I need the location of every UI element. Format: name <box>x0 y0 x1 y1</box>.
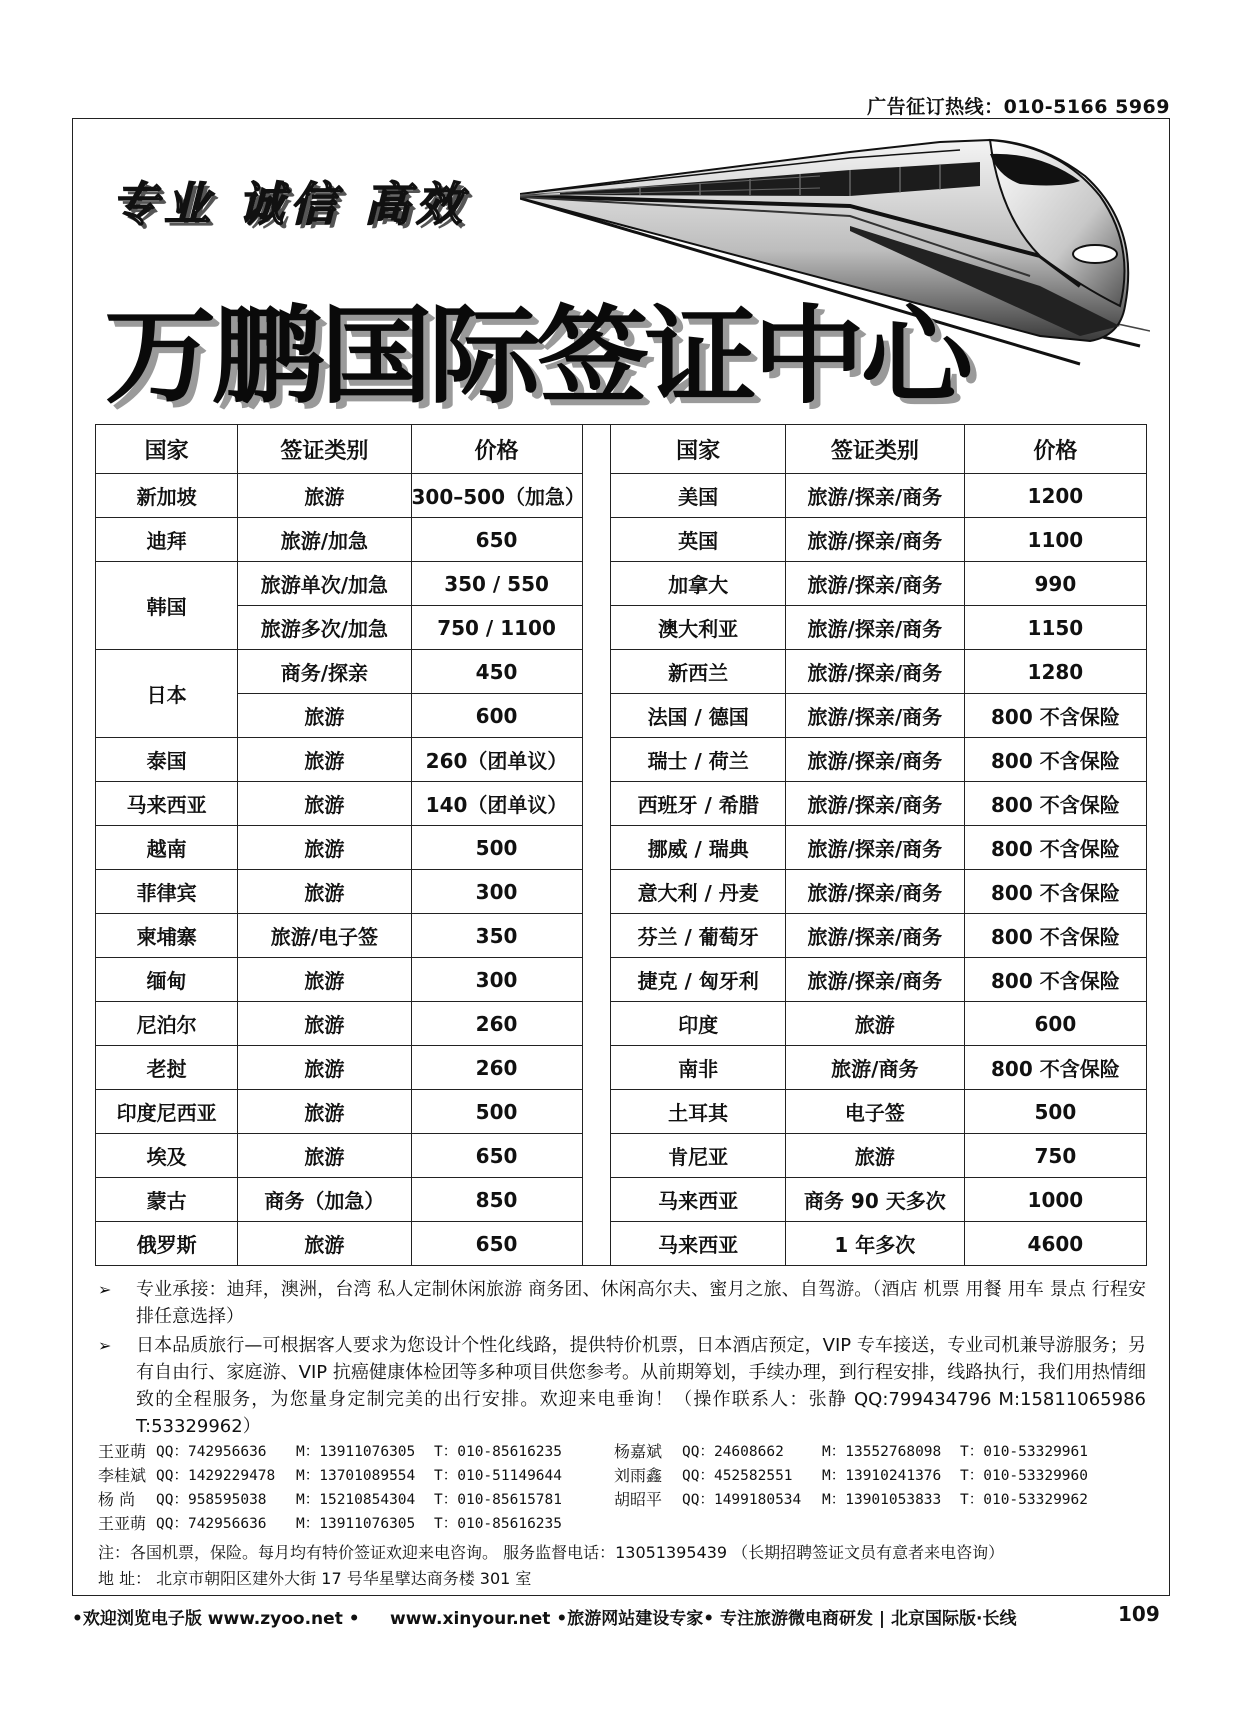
visa-type-cell: 旅游/商务 <box>785 1046 964 1090</box>
price-cell: 990 <box>964 562 1146 606</box>
table-row <box>96 1046 1147 1090</box>
column-gap <box>582 474 611 518</box>
country-cell: 越南 <box>96 826 238 870</box>
price-cell: 300 <box>411 870 582 914</box>
price-cell: 1200 <box>964 474 1146 518</box>
visa-type-cell: 旅游/探亲/商务 <box>785 562 964 606</box>
center-title: 万鹏国际签证中心 <box>104 295 969 418</box>
contact-qq: QQ：742956636 <box>156 1516 267 1532</box>
table-row <box>96 650 1147 694</box>
header-country: 国家 <box>96 425 238 474</box>
visa-type-cell: 旅游/探亲/商务 <box>785 782 964 826</box>
contact-qq: QQ：1429229478 <box>156 1468 276 1484</box>
contact-mobile: M：13910241376 <box>822 1468 942 1484</box>
visa-type-cell: 旅游 <box>238 826 411 870</box>
contact-mobile: M：13901053833 <box>822 1492 942 1508</box>
country-cell: 马来西亚 <box>611 1178 785 1222</box>
visa-type-cell: 旅游 <box>238 1222 411 1266</box>
contact-name: 王亚萌 <box>98 1442 147 1461</box>
footer-middle: www.xinyour.net •旅游网站建设专家• 专注旅游微电商研发 | 北京国际版·长线 <box>390 1609 1017 1629</box>
price-cell: 800 不含保险 <box>964 870 1146 914</box>
address-line: 地 址： 北京市朝阳区建外大街 17 号华星擘达商务楼 301 室 <box>98 1569 532 1588</box>
column-gap <box>582 425 611 474</box>
country-cell: 瑞士 / 荷兰 <box>611 738 785 782</box>
country-cell: 肯尼亚 <box>611 1134 785 1178</box>
visa-type-cell: 旅游 <box>238 870 411 914</box>
arrow-icon: ➢ <box>98 1336 112 1355</box>
column-gap <box>582 1046 611 1090</box>
price-cell: 800 不含保险 <box>964 958 1146 1002</box>
price-cell: 500 <box>964 1090 1146 1134</box>
table-row <box>96 562 1147 606</box>
column-gap <box>582 1134 611 1178</box>
column-gap <box>582 1090 611 1134</box>
contact-phone: T：010-53329961 <box>960 1444 1088 1460</box>
contact-mobile: M：13552768098 <box>822 1444 942 1460</box>
price-cell: 1280 <box>964 650 1146 694</box>
column-gap <box>582 914 611 958</box>
header-visa-type: 签证类别 <box>238 425 411 474</box>
visa-type-cell: 旅游/探亲/商务 <box>785 870 964 914</box>
table-row <box>96 782 1147 826</box>
country-cell: 埃及 <box>96 1134 238 1178</box>
price-cell: 800 不含保险 <box>964 914 1146 958</box>
country-cell: 美国 <box>611 474 785 518</box>
price-cell: 350 / 550 <box>411 562 582 606</box>
visa-type-cell: 旅游 <box>238 1002 411 1046</box>
contact-phone: T：010-85615781 <box>434 1492 562 1508</box>
table-row <box>96 474 1147 518</box>
ad-hotline: 广告征订热线：010-5166 5969 <box>867 96 1170 118</box>
price-cell: 140（团单议） <box>411 782 582 826</box>
contact-name: 刘雨鑫 <box>614 1466 663 1485</box>
contact-qq: QQ：24608662 <box>682 1444 784 1460</box>
table-row <box>96 738 1147 782</box>
table-row <box>96 518 1147 562</box>
country-cell: 捷克 / 匈牙利 <box>611 958 785 1002</box>
country-cell: 土耳其 <box>611 1090 785 1134</box>
column-gap <box>582 958 611 1002</box>
contact-row <box>98 1440 1148 1464</box>
contact-phone: T：010-53329960 <box>960 1468 1088 1484</box>
header-country: 国家 <box>611 425 785 474</box>
visa-type-cell: 旅游/加急 <box>238 518 411 562</box>
price-cell: 800 不含保险 <box>964 782 1146 826</box>
price-cell: 750 / 1100 <box>411 606 582 650</box>
country-cell: 西班牙 / 希腊 <box>611 782 785 826</box>
visa-type-cell: 旅游 <box>785 1002 964 1046</box>
header-price: 价格 <box>964 425 1146 474</box>
visa-type-cell: 旅游/探亲/商务 <box>785 474 964 518</box>
visa-type-cell: 电子签 <box>785 1090 964 1134</box>
visa-type-cell: 旅游/探亲/商务 <box>785 914 964 958</box>
contact-row <box>98 1464 1148 1488</box>
price-cell: 4600 <box>964 1222 1146 1266</box>
visa-type-cell: 商务/探亲 <box>238 650 411 694</box>
country-cell: 迪拜 <box>96 518 238 562</box>
visa-type-cell: 旅游/探亲/商务 <box>785 694 964 738</box>
column-gap <box>582 870 611 914</box>
price-cell: 260 <box>411 1046 582 1090</box>
country-cell: 泰国 <box>96 738 238 782</box>
visa-price-table <box>95 424 1147 1266</box>
country-cell: 新西兰 <box>611 650 785 694</box>
price-cell: 600 <box>411 694 582 738</box>
table-row <box>96 1222 1147 1266</box>
country-cell: 加拿大 <box>611 562 785 606</box>
contact-row <box>98 1488 1148 1512</box>
table-row <box>96 914 1147 958</box>
visa-type-cell: 1 年多次 <box>785 1222 964 1266</box>
contact-mobile: M：13701089554 <box>296 1468 416 1484</box>
country-cell: 芬兰 / 葡萄牙 <box>611 914 785 958</box>
slogan: 专业 诚信 高效 <box>112 177 469 231</box>
visa-type-cell: 商务（加急） <box>238 1178 411 1222</box>
price-cell: 350 <box>411 914 582 958</box>
contact-mobile: M：13911076305 <box>296 1516 416 1532</box>
note-bullet <box>96 1332 1146 1440</box>
visa-type-cell: 旅游 <box>238 474 411 518</box>
visa-type-cell: 旅游/探亲/商务 <box>785 826 964 870</box>
country-cell: 蒙古 <box>96 1178 238 1222</box>
visa-type-cell: 旅游 <box>238 738 411 782</box>
column-gap <box>582 1222 611 1266</box>
contact-phone: T：010-85616235 <box>434 1516 562 1532</box>
visa-type-cell: 旅游/探亲/商务 <box>785 650 964 694</box>
note-text: 日本品质旅行—可根据客人要求为您设计个性化线路，提供特价机票，日本酒店预定，VIP 专车接送，专业司机兼导游服务；另有自由行、家庭游、VIP 抗癌健康体检团等多种项目供您参考。从前期筹划，手续办理，到行程安排，线路执行，我们用热情细致的全程服务，为您量身定制完美的出行安排。欢迎来电垂询！（操作联系人：张静 QQ:799434796 M:15811065986 T:53329962） <box>136 1335 1146 1437</box>
column-gap <box>582 1002 611 1046</box>
country-cell: 澳大利亚 <box>611 606 785 650</box>
contact-name: 胡昭平 <box>614 1490 663 1509</box>
column-gap <box>582 518 611 562</box>
note-text: 专业承接：迪拜，澳洲，台湾 私人定制休闲旅游 商务团、休闲高尔夫、蜜月之旅、自驾游。（酒店 机票 用餐 用车 景点 行程安排任意选择） <box>136 1279 1146 1327</box>
price-cell: 450 <box>411 650 582 694</box>
table-row <box>96 826 1147 870</box>
table-row <box>96 1090 1147 1134</box>
column-gap <box>582 826 611 870</box>
table-row <box>96 1178 1147 1222</box>
price-cell: 650 <box>411 1134 582 1178</box>
table-row <box>96 958 1147 1002</box>
price-cell: 1100 <box>964 518 1146 562</box>
note-bullet <box>96 1276 1146 1330</box>
column-gap <box>582 606 611 650</box>
price-cell: 1000 <box>964 1178 1146 1222</box>
country-cell: 马来西亚 <box>611 1222 785 1266</box>
price-cell: 650 <box>411 518 582 562</box>
country-cell: 菲律宾 <box>96 870 238 914</box>
visa-type-cell: 商务 90 天多次 <box>785 1178 964 1222</box>
country-cell: 尼泊尔 <box>96 1002 238 1046</box>
price-cell: 800 不含保险 <box>964 738 1146 782</box>
column-gap <box>582 1178 611 1222</box>
service-notes <box>96 1276 1146 1442</box>
country-cell: 法国 / 德国 <box>611 694 785 738</box>
contact-name: 杨 尚 <box>98 1490 136 1509</box>
contact-qq: QQ：1499180534 <box>682 1492 802 1508</box>
visa-type-cell: 旅游/探亲/商务 <box>785 606 964 650</box>
country-cell: 俄罗斯 <box>96 1222 238 1266</box>
visa-type-cell: 旅游单次/加急 <box>238 562 411 606</box>
country-cell: 日本 <box>96 650 238 738</box>
price-cell: 300 <box>411 958 582 1002</box>
price-cell: 800 不含保险 <box>964 694 1146 738</box>
country-cell: 老挝 <box>96 1046 238 1090</box>
visa-type-cell: 旅游/电子签 <box>238 914 411 958</box>
contact-name: 李桂斌 <box>98 1466 147 1485</box>
contact-phone: T：010-53329962 <box>960 1492 1088 1508</box>
country-cell: 挪威 / 瑞典 <box>611 826 785 870</box>
country-cell: 印度尼西亚 <box>96 1090 238 1134</box>
country-cell: 马来西亚 <box>96 782 238 826</box>
column-gap <box>582 738 611 782</box>
contact-row <box>98 1512 1148 1536</box>
contact-name <box>614 1512 682 1536</box>
visa-type-cell: 旅游 <box>238 1046 411 1090</box>
country-cell: 意大利 / 丹麦 <box>611 870 785 914</box>
column-gap <box>582 562 611 606</box>
price-cell: 260 <box>411 1002 582 1046</box>
contact-qq: QQ：958595038 <box>156 1492 267 1508</box>
price-cell: 500 <box>411 826 582 870</box>
country-cell: 英国 <box>611 518 785 562</box>
table-header-row <box>96 425 1147 474</box>
price-cell: 600 <box>964 1002 1146 1046</box>
price-cell: 500 <box>411 1090 582 1134</box>
visa-type-cell: 旅游 <box>238 958 411 1002</box>
visa-type-cell: 旅游 <box>238 782 411 826</box>
contact-qq: QQ：742956636 <box>156 1444 267 1460</box>
visa-type-cell: 旅游 <box>785 1134 964 1178</box>
contact-qq: QQ：452582551 <box>682 1468 793 1484</box>
contact-phone: T：010-85616235 <box>434 1444 562 1460</box>
country-cell: 新加坡 <box>96 474 238 518</box>
contact-list <box>98 1440 1148 1536</box>
table-row <box>96 606 1147 650</box>
visa-type-cell: 旅游 <box>238 1134 411 1178</box>
visa-type-cell: 旅游多次/加急 <box>238 606 411 650</box>
column-gap <box>582 782 611 826</box>
price-cell: 800 不含保险 <box>964 826 1146 870</box>
table-row <box>96 1002 1147 1046</box>
table-row <box>96 694 1147 738</box>
contact-mobile: M：13911076305 <box>296 1444 416 1460</box>
contact-mobile <box>822 1512 960 1536</box>
visa-type-cell: 旅游/探亲/商务 <box>785 738 964 782</box>
country-cell: 柬埔寨 <box>96 914 238 958</box>
visa-type-cell: 旅游 <box>238 1090 411 1134</box>
country-cell: 韩国 <box>96 562 238 650</box>
header-price: 价格 <box>411 425 582 474</box>
table-row <box>96 870 1147 914</box>
table-row <box>96 1134 1147 1178</box>
price-cell: 750 <box>964 1134 1146 1178</box>
price-cell: 1150 <box>964 606 1146 650</box>
price-cell: 800 不含保险 <box>964 1046 1146 1090</box>
country-cell: 印度 <box>611 1002 785 1046</box>
contact-phone: T：010-51149644 <box>434 1468 562 1484</box>
page-number: 109 <box>1118 1602 1160 1626</box>
price-cell: 300–500（加急） <box>411 474 582 518</box>
country-cell: 南非 <box>611 1046 785 1090</box>
contact-qq <box>682 1512 822 1536</box>
contact-name: 王亚萌 <box>98 1514 147 1533</box>
note-line: 注：各国机票，保险。每月均有特价签证欢迎来电咨询。 服务监督电话：13051395439 （长期招聘签证文员有意者来电咨询） <box>98 1543 1005 1562</box>
price-cell: 850 <box>411 1178 582 1222</box>
column-gap <box>582 650 611 694</box>
contact-mobile: M：15210854304 <box>296 1492 416 1508</box>
footer-left: •欢迎浏览电子版 www.zyoo.net • <box>72 1609 360 1629</box>
visa-type-cell: 旅游/探亲/商务 <box>785 958 964 1002</box>
column-gap <box>582 694 611 738</box>
header-visa-type: 签证类别 <box>785 425 964 474</box>
visa-type-cell: 旅游 <box>238 694 411 738</box>
contact-name: 杨嘉斌 <box>614 1442 663 1461</box>
price-cell: 650 <box>411 1222 582 1266</box>
price-cell: 260（团单议） <box>411 738 582 782</box>
arrow-icon: ➢ <box>98 1280 112 1299</box>
visa-type-cell: 旅游/探亲/商务 <box>785 518 964 562</box>
country-cell: 缅甸 <box>96 958 238 1002</box>
